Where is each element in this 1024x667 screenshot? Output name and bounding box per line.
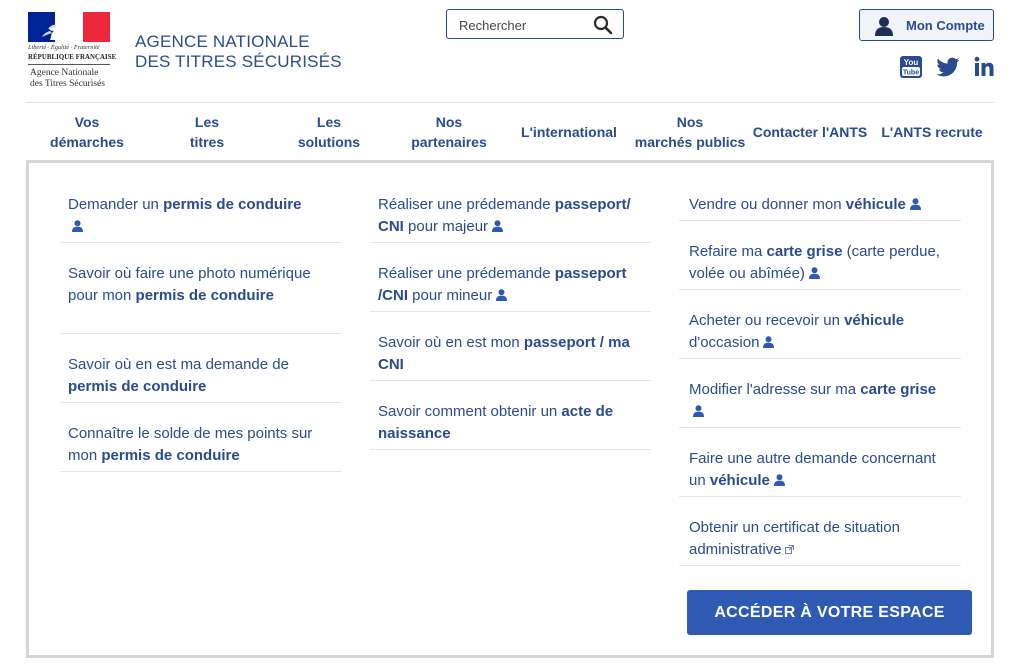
menu-link-suivi-permis[interactable] [68, 354, 328, 398]
link-bold-text: permis de conduire [68, 378, 207, 395]
link-text-after: d'occasion [689, 334, 760, 351]
menu-divider [679, 220, 961, 221]
link-text: Refaire ma [689, 243, 767, 260]
menu-divider [679, 496, 961, 497]
user-icon [693, 405, 704, 417]
link-text-after: pour mineur [408, 287, 493, 304]
menu-link-vendre-vehicule[interactable] [689, 194, 959, 216]
linkedin-icon[interactable] [974, 56, 994, 78]
link-bold-text: passeport / ma CNI [378, 334, 630, 373]
link-bold-text: acte de naissance [378, 403, 614, 442]
menu-link-acheter-vehicule[interactable] [689, 310, 945, 354]
agency-title-text: AGENCE NATIONALE DES TITRES SÉCURISÉS [135, 32, 342, 71]
nav-marches-publics[interactable]: Nos marchés publics [634, 114, 746, 150]
marianne-icon [36, 14, 76, 40]
nav-les-titres[interactable]: Les titres [189, 114, 225, 150]
link-text: Savoir comment obtenir un [378, 403, 562, 420]
main-navigation [26, 103, 994, 161]
menu-divider [370, 311, 651, 312]
link-text: Connaître le solde de mes points sur mon [68, 425, 313, 464]
user-icon [763, 336, 774, 348]
republique-francaise-text: RÉPUBLIQUE FRANÇAISE [28, 54, 117, 61]
link-text: Réaliser une prédemande [378, 265, 555, 282]
menu-link-predemande-majeur[interactable] [378, 194, 638, 238]
acceder-espace-button[interactable]: ACCÉDER À VOTRE ESPACE [687, 590, 972, 635]
menu-link-autre-demande-vehicule[interactable] [689, 448, 945, 492]
youtube-icon[interactable] [900, 56, 922, 78]
link-text: Modifier l'adresse sur ma [689, 381, 861, 398]
menu-divider [679, 289, 961, 290]
account-label: Mon Compte [906, 18, 985, 33]
user-icon [910, 198, 921, 210]
user-icon [496, 289, 507, 301]
external-link-icon [785, 545, 794, 554]
account-button[interactable] [859, 9, 994, 41]
demarches-dropdown-panel [26, 160, 994, 658]
link-text: Demander un [68, 196, 164, 213]
menu-link-predemande-mineur[interactable] [378, 263, 638, 307]
menu-divider [60, 333, 341, 334]
user-icon [874, 16, 894, 36]
menu-divider [60, 471, 341, 472]
nav-recrute[interactable]: L'ANTS recrute [881, 124, 983, 140]
user-icon [774, 474, 785, 486]
link-bold-text: véhicule [844, 312, 905, 329]
user-icon [72, 220, 83, 232]
youtube-you-text: You [903, 58, 919, 67]
link-bold-text: passeport /CNI [378, 265, 627, 304]
nav-nos-partenaires[interactable]: Nos partenaires [411, 114, 487, 150]
link-text: Vendre ou donner mon [689, 196, 846, 213]
link-bold-text: passeport/ CNI [378, 196, 631, 235]
menu-divider [679, 358, 961, 359]
menu-link-certificat-situation[interactable] [689, 517, 945, 561]
link-text-after: pour majeur [403, 218, 489, 235]
link-text: Faire une autre demande concernant un [689, 450, 936, 489]
agency-title[interactable] [135, 32, 342, 72]
youtube-tube-text: Tube [902, 69, 920, 77]
menu-link-adresse-carte-grise[interactable] [689, 379, 945, 423]
menu-link-demander-permis[interactable] [68, 194, 334, 238]
search-box [446, 9, 624, 39]
link-bold-text: carte grise [860, 381, 937, 398]
motto-text: Liberté · Égalité · Fraternité [28, 44, 100, 51]
republique-francaise-logo[interactable] [28, 12, 117, 90]
menu-link-refaire-carte-grise[interactable] [689, 241, 945, 285]
menu-divider [370, 380, 651, 381]
site-header [0, 0, 1024, 102]
menu-divider [370, 449, 651, 450]
menu-divider [370, 242, 651, 243]
link-text: Savoir où en est ma demande de [68, 356, 289, 373]
link-text: Acheter ou recevoir un [689, 312, 845, 329]
link-text: Savoir où en est mon [378, 334, 524, 351]
link-bold-text: carte grise [766, 243, 843, 260]
link-text-after: (carte perdue, volée ou abîmée) [689, 243, 940, 282]
link-text: Obtenir un certificat de situation administrative [689, 519, 900, 558]
ants-small-name: Agence Nationale des Titres Sécurisés [30, 68, 105, 89]
menu-divider [60, 402, 341, 403]
search-icon[interactable] [593, 15, 613, 35]
link-text: Savoir où faire une photo numérique pour mon [68, 265, 311, 304]
link-bold-text: véhicule [845, 196, 906, 213]
menu-divider [679, 565, 961, 566]
user-icon [809, 267, 820, 279]
twitter-icon[interactable] [937, 56, 959, 78]
user-icon [492, 220, 503, 232]
link-bold-text: permis de conduire [163, 196, 302, 213]
nav-contacter[interactable]: Contacter l'ANTS [752, 124, 868, 140]
nav-les-solutions[interactable]: Les solutions [297, 114, 361, 150]
menu-link-solde-points[interactable] [68, 423, 328, 467]
nav-international[interactable]: L'international [521, 124, 617, 140]
menu-link-acte-naissance[interactable] [378, 401, 634, 445]
menu-link-photo-permis[interactable] [68, 263, 318, 307]
menu-divider [60, 242, 341, 243]
link-bold-text: permis de conduire [101, 447, 240, 464]
link-bold-text: véhicule [709, 472, 770, 489]
logo-divider [28, 64, 110, 65]
link-text: Réaliser une prédemande [378, 196, 555, 213]
link-bold-text: permis de conduire [135, 287, 274, 304]
menu-divider [679, 427, 961, 428]
menu-link-suivi-passeport[interactable] [378, 332, 634, 376]
search-input[interactable] [459, 16, 589, 34]
nav-vos-demarches[interactable]: Vos démarches [50, 114, 124, 150]
